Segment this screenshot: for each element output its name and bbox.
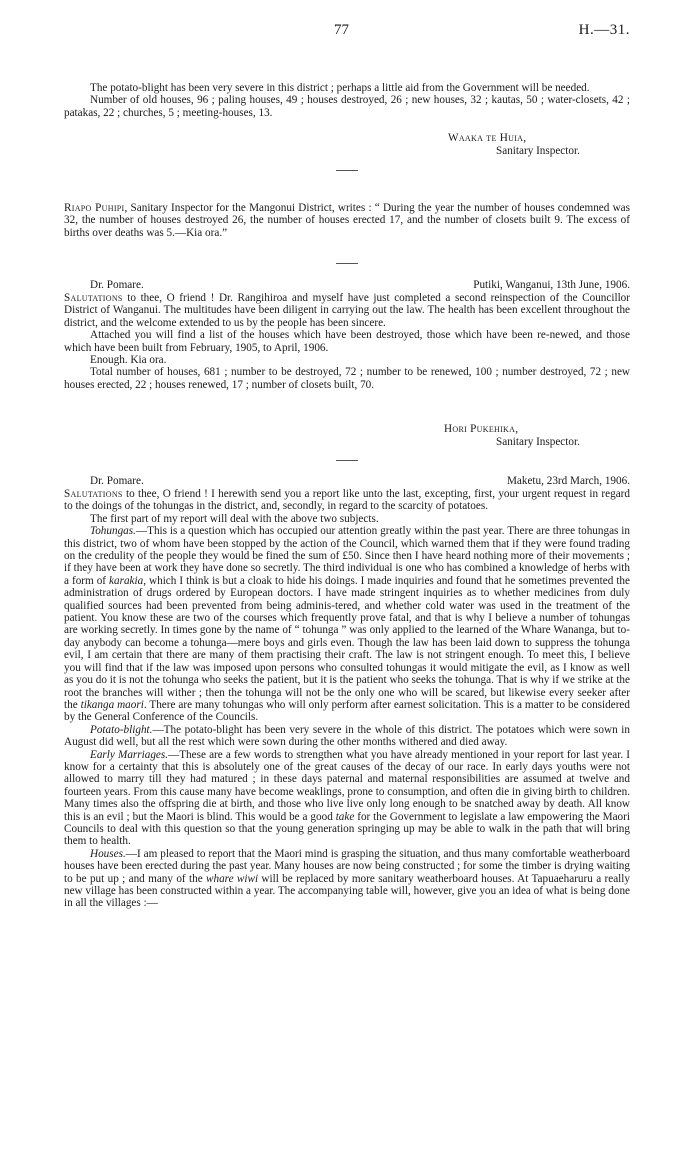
paragraph: Enough. Kia ora. [90, 354, 167, 367]
salutation: Salutations [64, 488, 123, 500]
paragraph: Attached you will find a list of the houses which have been destroyed, those which have been re-newed, and those which have been built from February, 1905, to April, 1906. [64, 329, 630, 354]
paragraph-early-marriages [64, 749, 630, 848]
paragraph [64, 292, 630, 329]
paragraph-text: —I am pleased to report that the Maori mind is grasping the situation, and thus many comfortable weatherboard houses have been erected during the past year. Many houses are now being constructed ; for some the timber is drying waiting to be put up ; and many of the [64, 847, 630, 885]
signature-name: Waaka te Huia, [448, 132, 527, 144]
section-riapo-report [64, 202, 630, 239]
report-reference: H.—31. [578, 22, 630, 38]
inspector-name: Riapo Puhipi [64, 202, 125, 214]
paragraph-text: to thee, O friend ! I herewith send you a report like unto the last, excepting, first, your urgent request in regard to the doings of the tohungas in the district, and, secondly, in regard to the scarcity of potatoes. [64, 488, 630, 513]
paragraph-potato-blight [64, 724, 630, 749]
paragraph: The potato-blight has been very severe in this district ; perhaps a little aid from the Government will be needed. [90, 82, 590, 94]
page-header [64, 22, 630, 42]
maori-term: karakia [109, 574, 144, 587]
subheading-potato-blight: Potato-blight. [90, 723, 153, 736]
signature-title: Sanitary Inspector. [496, 436, 580, 448]
section-hori-letter [64, 279, 630, 391]
paragraph: The first part of my report will deal with the above two subjects. [90, 512, 379, 525]
paragraph-text: —This is a question which has occupied our attention greatly within the past year. There are three tohungas in this district, two of whom have been stopped by the action of the Council, which warned them that if they were found trading on the credulity of the people they would be fined the sum of £50. Since then I have heard nothing more of their movements ; if they have been at work they have done so secretly. The third individual is one who has combined a knowledge of herbs with a form of [64, 525, 630, 587]
addressee: Dr. Pomare. [90, 475, 144, 487]
paragraph-tohungas [64, 525, 630, 724]
subheading-early-marriages: Early Marriages. [90, 748, 169, 761]
letter-dateline [64, 475, 630, 488]
section-maketu-letter [64, 475, 630, 910]
paragraph-text: , Sanitary Inspector for the Mangonui District, writes : “ During the year the number of houses condemned was 32, the number of houses destroyed 26, the number of houses erected 17, and the number of closets built 9. The excess of births over deaths was 5.—Kia ora.” [64, 202, 630, 239]
paragraph-text: . There are many tohungas who will only perform after earnest solicitation. This is a matter to be considered by the General Conference of the Councils. [64, 698, 630, 724]
salutation: Salutations [64, 292, 123, 304]
signature-title: Sanitary Inspector. [496, 145, 580, 157]
paragraph-text: —The potato-blight has been very severe in the whole of this district. The potatoes which were sown in August did well, but all the rest which were sown during the other months withered and died away. [64, 723, 630, 749]
section-divider [336, 460, 358, 461]
paragraph [64, 488, 630, 513]
place-date: Maketu, 23rd March, 1906. [506, 475, 630, 487]
paragraph-houses [64, 848, 630, 910]
page-number: 77 [334, 22, 349, 38]
paragraph [64, 202, 630, 239]
signature-name: Hori Pukehika, [444, 423, 519, 435]
paragraph: Number of old houses, 96 ; paling houses, 49 ; houses destroyed, 26 ; new houses, 32 ; kautas, 50 ; water-closets, 42 ; patakas, 22 ; churches, 5 ; meeting-houses, 13. [64, 94, 630, 119]
maori-term: whare wiwi [206, 872, 259, 885]
paragraph-text: to thee, O friend ! Dr. Rangihiroa and myself have just completed a second reinspection of the Councillor District of Wanganui. The multitudes have been diligent in carrying out the law. The health has been excellent throughout the district, and the welcome extended to us by the people has been sincere. [64, 292, 630, 329]
paragraph-text: will be replaced by more sanitary weatherboard houses. At Tapuaeharuru a really new village has been constructed within a year. The accompanying table will, however, give you an idea of what is being done in all the villages :— [64, 872, 630, 910]
paragraph-text: , which I think is but a cloak to hide his doings. I made inquiries and found that he sometimes prevented the administration of drugs ordered by European doctors. I have made stringent inquiries as to whether medicines from duly qualified sources had been prevented from being adminis-tered, and whether cold water was used in the treatment of the patient. You know these are two of the courses which frequently prove fatal, and that is why I believe a number of tohungas are working secretly. In times gone by the name of “ tohunga ” was only applied to the learned of the Whare Wananga, but to-day anybody can become a tohunga—mere boys and girls even. Though the law has been laid down to suppress the tohunga evil, I am certain that there are many of them practising their craft. The law is not stringent enough. To meet this, I believe you will find that if the law was imposed upon persons who consulted tohungas it would mitigate the evil, as I know as well as you do it is not the tohunga who seeks the patient, but it is the patient who seeks the tohunga. That is why if we strike at the root the branches will wither ; then the tohunga will not be the only one who will be scared, but likewise every seeker after the [64, 574, 630, 711]
paragraph-text: for the Government to legislate a law empowering the Maori Councils to deal with this question so that the young generation springing up may be able to walk in the path that will bring them to health. [64, 810, 630, 848]
letter-dateline [64, 279, 630, 292]
section-divider [336, 263, 358, 264]
maori-term: take [335, 810, 355, 823]
subheading-tohungas: Tohungas. [90, 525, 136, 538]
paragraph-text: —These are a few words to strengthen what you have already mentioned in your report for last year. I know for a certainty that this is absolutely one of the great causes of the decay of our race. In early days youths were not allowed to marry till they had matured ; in these days paternal and maternal responsibilities are assumed at twelve and fourteen years. From this cause many have become weaklings, prone to consumption, and often die in giving birth to children. Many times also the offspring die at birth, and those who live live only long enough to be snatched away by death. All know this is an evil ; but the Maori is blind. This would be a good [64, 748, 630, 823]
section-waaka-report [64, 82, 630, 119]
section-divider [336, 170, 358, 171]
addressee: Dr. Pomare. [90, 279, 144, 291]
paragraph: Total number of houses, 681 ; number to be destroyed, 72 ; number to be renewed, 100 ; number destroyed, 72 ; new houses erected, 22 ; houses renewed, 17 ; number of closets built, 70. [64, 366, 630, 391]
place-date: Putiki, Wanganui, 13th June, 1906. [473, 279, 630, 291]
subheading-houses: Houses. [90, 847, 126, 860]
maori-term: tikanga maori [80, 698, 144, 711]
